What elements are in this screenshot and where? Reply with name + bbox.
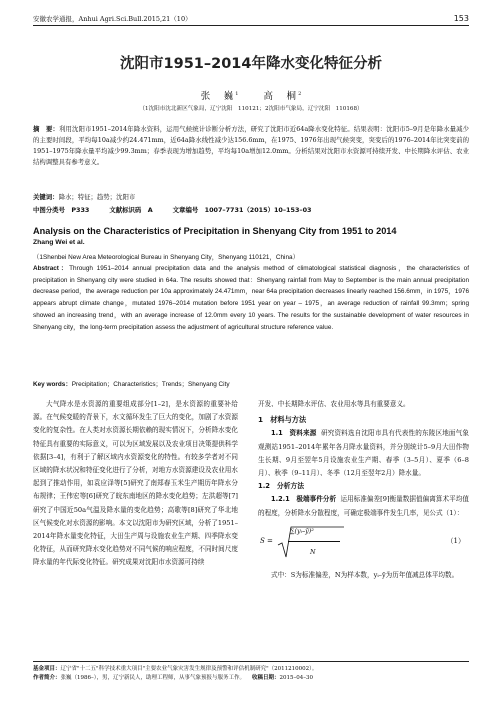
english-keywords-text: Precipitation；Characteristics；Trends；Shenyang City [71, 381, 230, 388]
formula-explanation: 式中：S为标准偏差，N为样本数，yᵢ–ȳ为历年值减总体平均数。 [271, 570, 459, 579]
equation-number: （1） [446, 536, 465, 545]
affiliation: （1沈阳市沈北新区气象局，辽宁沈阳 110121；2沈阳市气象局，辽宁沈阳 110168） [139, 106, 363, 112]
extreme-event-text: 运用标准偏差[9]衡量数据值偏离算术平均值的程度，分析降水分散程度，可确定极端事件发生几率，见公式（1）： [258, 495, 469, 517]
author-1: 张 巍 [200, 91, 236, 102]
fraction-line [288, 541, 340, 542]
running-head [33, 10, 469, 26]
english-keywords-label: Key words： [33, 381, 72, 388]
author-2: 高 桐 [263, 91, 299, 102]
section-heading-materials-methods: 1 材料与方法 [258, 415, 307, 425]
data-source-text: 研究资料选自沈阳市具有代表性的东陵区地面气象观测站1951–2014年累年各月降水量资料，并分别统计5–9月大田作物生长期、9月至翌年5月设施农业生产期、春季（3–5月）、夏季（6–8月）、秋季（9–11月）、冬季（12月至翌年2月）降水量。 [258, 429, 469, 478]
extreme-event-paragraph [258, 493, 469, 519]
page-number: 153 [453, 14, 469, 23]
fund-label: 基金项目： [33, 666, 61, 672]
body-column-left [33, 398, 238, 570]
fund-line [33, 665, 469, 674]
footnote [33, 661, 469, 684]
keywords-cn-label: 关键词： [33, 193, 59, 201]
paper-title: 沈阳市1951–2014年降水变化特征分析 [120, 56, 382, 72]
english-abstract-text: Through 1951–2014 annual precipitation data and the analysis method of climatological statistical diagnosis，the characteristics of precipitation in Shenyang city were studied in 64a. The results showed that：Shenyang rainfall from May to September is the main annual precipitation decrease period，the average reduction per 10a approximately 24.471mm，near 64a precipitation decreases linearly reached 156.6mm，in 1975，1976 appears abrupt climate change，mutated 1976–2014 mutation before 1951 year on year – 1975，an average reduction of rainfall 99.3mm；spring showed an increasing trend，with an average increase of 12.0mm every 10 years. The results for the sustainable development of water resources in Shenyang city，the long-term precipitation assess the adjustment of agricultural structure reference value. [33, 265, 469, 331]
author-bio-line [33, 674, 469, 683]
author-bio-label: 作者简介： [33, 675, 61, 682]
abstract-cn-text: 利用沈阳市1951–2014年降水资料，运用气候统计诊断分析方法，研究了沈阳市近64a降水变化特征。结果表明：沈阳市5–9月是年降水量减少的主要时间段，平均每10a减少约24.471mm，近64a降水线性减少达156.6mm，在1975、1976年出现气候突变，突变后的1976–2014年比突变前的1951–1975年降水量平均减少99.3mm；春季表现为增加趋势，平均每10a增加12.0mm。分析结果对沈阳市水资源可持续开发、中长期降水评估、农业结构调整具有参考意义。 [33, 125, 470, 166]
english-keywords [33, 379, 469, 388]
author-1-affil-mark: 1 [235, 90, 239, 97]
abstract-cn [33, 124, 469, 168]
author-bio-text: 张巍（1986–），男，辽宁新民人，助理工程师，从事气象预报与服务工作。 [60, 675, 246, 682]
english-title: Analysis on the Characteristics of Precipitation in Shenyang City from 1951 to 2014 [33, 226, 397, 236]
formula-denominator: N [310, 547, 316, 556]
formula-numerator: ∑(yᵢ–ȳ)² [290, 526, 314, 535]
data-source-paragraph [258, 427, 469, 480]
author-2-affil-mark: 2 [298, 90, 302, 97]
document-code: 文献标识码 A [109, 206, 153, 214]
keywords-cn [33, 192, 469, 201]
journal-citation: 安徽农学通报，Anhui Agri.Sci.Bull.2015,21（10） [33, 15, 192, 23]
formula-standard-deviation [258, 522, 469, 566]
fund-text: 辽宁省"十二五"科学技术重大项目"主要农业气象灾害发生规律及预警和评估机制研究"（2011210002）。 [60, 666, 318, 672]
subsection-heading-data-source: 1.1 资料来源 [271, 429, 317, 438]
keywords-cn-text: 降水；特征；趋势；沈阳市 [58, 193, 136, 201]
classification-line [33, 205, 469, 214]
english-abstract [33, 263, 469, 333]
received-label: 收稿日期： [252, 675, 280, 682]
intro-paragraph-end: 开发、中长期降水评估、农业用水等具有重要意义。 [258, 400, 410, 408]
received-date: 2015–04–30 [279, 675, 314, 682]
subsection-heading-analysis-method: 1.2 分析方法 [258, 482, 305, 491]
english-author: Zhang Wei et al. [33, 239, 85, 246]
formula-lhs: S = [260, 536, 273, 545]
english-affiliation: （1Shenbei New Area Meteorological Bureau in Shenyang City，Shenyang 110121，China） [33, 254, 299, 261]
english-abstract-label: Abstract： [33, 265, 70, 272]
authors [33, 88, 469, 102]
clc-number: 中图分类号 P333 [33, 206, 90, 214]
abstract-cn-label: 摘 要： [33, 125, 59, 133]
body-column-right [258, 398, 469, 582]
subsubsection-heading-extreme-events: 1.2.1 极端事件分析 [271, 495, 337, 504]
article-number: 文章编号 1007–7731（2015）10–153–03 [172, 206, 312, 214]
intro-paragraph: 大气降水是水资源的重要组成部分[1–2]，是水资源的重要补给源。在气候变暖的背景下，水文循环发生了巨大的变化，加剧了水资源变化的复杂性。在人类对水资源长期依赖的现实情况下，分析降水变化特征具有重要的实际意义，可以为区域发展以及农业项目决策提供科学依据[3–4]，有利于了解区域内水资源变化的特性。有较多学者对不同区域的降水状况和特征变化进行了分析，对地方水资源建设及农业用水起到了推动作用，如袁应泽等[5]研究了南郑春玉米生产期历年降水分布规律；王伟宏等[6]研究了皖东南地区的降水变化趋势；左洪超等[7]研究了中国近50a气温及降水量的变化趋势；高歌等[8]研究了华北地区气候变化对水资源的影响。本文以沈阳市为研究区域，分析了1951–2014年降水量变化特征，大田生产周与设施农业生产期、四季降水变化特征，从而研究降水变化趋势对不同气候的响应程度，不同时间尺度降水量的年代际变化特征。研究成果对沈阳市水资源可持续 [33, 400, 238, 567]
